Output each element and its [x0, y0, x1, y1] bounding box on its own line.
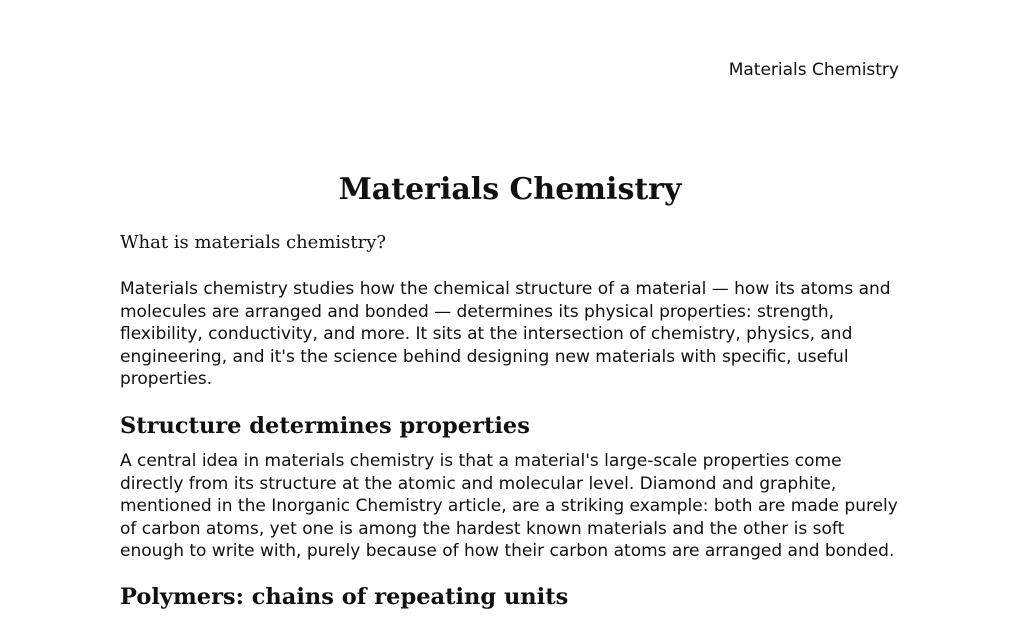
page-title: Materials Chemistry: [338, 172, 682, 207]
running-header: Materials Chemistry: [728, 60, 899, 80]
section-heading-polymers: Polymers: chains of repeating units: [120, 583, 569, 610]
intro-paragraph: Materials chemistry studies how the chemical structure of a material — how its atoms and molecules are arranged and bonded — determines its physical properties: strength, flexibility, conductivity, and more. It sits at the intersection of chemistry, physics, and engineering, and it's the science behind designing new materials with specific, useful properties.: [120, 279, 891, 390]
section-paragraph-structure: A central idea in materials chemistry is that a material's large-scale properties come directly from its structure at the atomic and molecular level. Diamond and graphite, mentioned in the Inorganic Chemistry article, are a striking example: both are made purely of carbon atoms, yet one is among the hardest known materials and the other is soft enough to write with, purely because of how their carbon atoms are arranged and bonded.: [120, 450, 898, 562]
article-subtitle: What is materials chemistry?: [120, 232, 387, 253]
section-heading-structure: Structure determines properties: [120, 412, 530, 439]
article-body: [120, 170, 910, 612]
